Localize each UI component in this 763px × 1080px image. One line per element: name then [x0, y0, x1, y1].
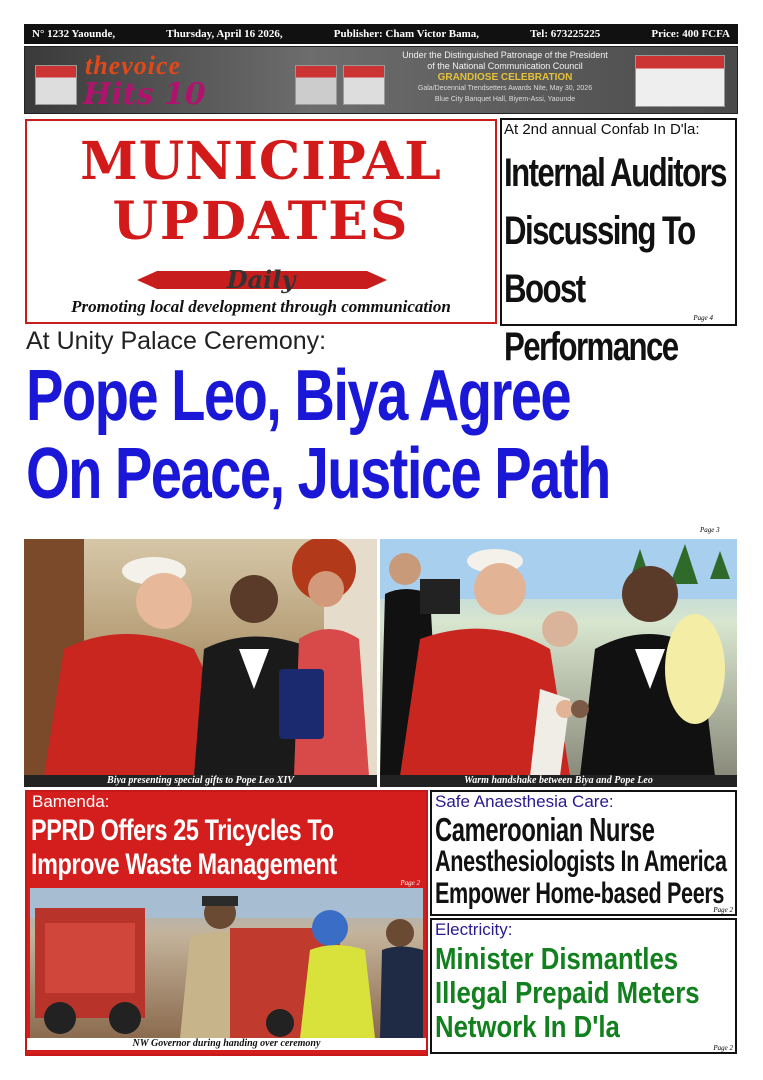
story-nurse-anesthesiologists[interactable]: [430, 790, 737, 916]
issue-number: N° 1232 Yaounde,: [32, 28, 116, 40]
photo-illustration: [380, 539, 737, 776]
photo-caption-right: Warm handshake between Biya and Pope Leo: [380, 775, 737, 787]
advertisement-banner[interactable]: [24, 46, 738, 114]
lead-kicker: At Unity Palace Ceremony:: [26, 327, 327, 355]
story-headline: [31, 814, 437, 882]
story-internal-auditors[interactable]: [500, 118, 737, 369]
story-kicker: Bamenda:: [32, 792, 110, 811]
headline-line: Anesthesiologists In America: [435, 845, 727, 878]
story-headline: [435, 942, 734, 1044]
newspaper-thumbnail: [343, 65, 385, 105]
newspaper-thumbnail: [35, 65, 77, 105]
photo-caption-left: Biya presenting special gifts to Pope Leo XIV: [24, 775, 377, 787]
lead-headline[interactable]: [26, 357, 744, 513]
issue-info-bar: [24, 24, 738, 44]
story-headline: [435, 811, 737, 910]
headline-line: Empower Home-based Peers: [435, 877, 725, 910]
headline-line: Discussing To: [504, 209, 695, 253]
story-kicker: Safe Anaesthesia Care:: [435, 792, 614, 811]
publisher-name: Publisher: Cham Victor Bama,: [333, 28, 480, 40]
headline-line: Minister Dismantles: [435, 941, 679, 976]
price: Price: 400 FCFA: [651, 28, 730, 40]
headline-line: Network In D'la: [435, 1009, 620, 1044]
banner-text: [385, 50, 625, 105]
masthead-slogan: Promoting local development through communication: [71, 297, 451, 316]
headline-line: Pope Leo, Biya Agree: [26, 356, 571, 436]
headline-line: Improve Waste Management: [31, 848, 337, 881]
story-prepaid-meters[interactable]: [430, 918, 737, 1054]
photo-illustration: [24, 539, 377, 776]
page-reference: Page 2: [400, 879, 420, 887]
headline-line: Cameroonian Nurse: [435, 811, 655, 848]
banner-logo-top: thevoice: [85, 51, 182, 80]
photo-tricycle-handover[interactable]: [30, 888, 423, 1038]
story-headline: [504, 144, 738, 376]
newspaper-thumbnail: [295, 65, 337, 105]
telephone: Tel: 673225225: [530, 28, 601, 40]
masthead: [25, 119, 497, 324]
photo-gift-presentation[interactable]: [24, 539, 377, 776]
headline-line: On Peace, Justice Path: [26, 434, 610, 514]
masthead-title-line2: UPDATES: [112, 191, 410, 252]
banner-logo-bottom: Hits 10: [83, 77, 206, 112]
headline-line: Illegal Prepaid Meters: [435, 975, 700, 1010]
photo-handshake[interactable]: [380, 539, 737, 776]
issue-date: Thursday, April 16 2026,: [166, 28, 283, 40]
story-pprd-tricycles[interactable]: [25, 790, 428, 1056]
headline-line: PPRD Offers 25 Tricycles To: [31, 814, 334, 847]
newspaper-thumbnail: [635, 55, 725, 107]
masthead-title-line1: MUNICIPAL: [80, 131, 442, 192]
page-reference: Page 2: [713, 906, 733, 914]
story-kicker: Electricity:: [435, 920, 513, 939]
banner-line1: Under the Distinguished Patronage of the President: [402, 50, 608, 60]
headline-line: Internal Auditors: [504, 151, 726, 195]
banner-title: GRANDIOSE CELEBRATION: [437, 72, 573, 83]
page-reference: Page 2: [713, 1044, 733, 1052]
masthead-daily: Daily: [226, 265, 296, 294]
banner-detail1: Gala/Decennial Trendsetters Awards Nite, May 30, 2026: [417, 85, 593, 92]
headline-line: Boost Performance: [504, 267, 678, 369]
story-kicker: At 2nd annual Confab In D'la:: [504, 121, 700, 138]
photo-illustration: [30, 888, 423, 1038]
page-reference: Page 4: [693, 314, 713, 322]
banner-detail2: Blue City Banquet Hall, Biyem-Assi, Yaounde: [434, 96, 576, 103]
page-reference: Page 3: [700, 526, 720, 534]
banner-line2: of the National Communication Council: [427, 61, 583, 71]
photo-caption: NW Governor during handing over ceremony: [27, 1038, 426, 1050]
